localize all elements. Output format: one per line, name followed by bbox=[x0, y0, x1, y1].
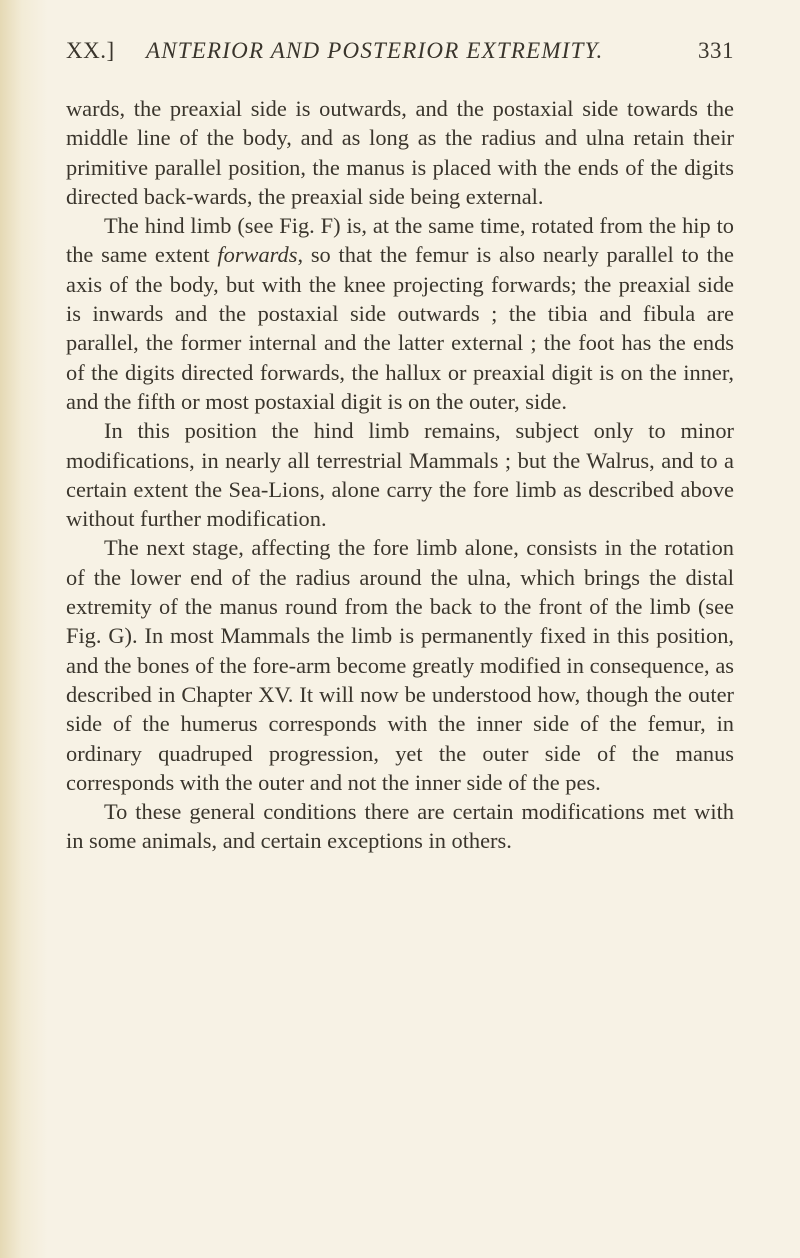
paragraph-1: wards, the preaxial side is outwards, and the postaxial side towards the middle line of the body, and as long as the radius and ulna retain their primitive parallel position, the manus is placed with the ends of the digits directed back-wards, the preaxial side being external. bbox=[66, 96, 734, 209]
paragraph-3: In this position the hind limb remains, subject only to minor modifications, in nearly all terrestrial Mammals ; but the Walrus, and to a certain extent the Sea-Lions, alone carry the fore limb as described above without further modification. bbox=[66, 418, 734, 532]
page-number: 331 bbox=[698, 38, 734, 63]
running-title: ANTERIOR AND POSTERIOR EXTREMITY. bbox=[146, 38, 604, 63]
paragraph-2-emphasis: forwards bbox=[217, 242, 298, 268]
chapter-number: XX.] bbox=[66, 38, 115, 63]
paragraph-2-part-2: , so that the femur is also nearly parallel to the axis of the body, but with the knee projecting forwards; the preaxial side is inwards and the postaxial side outwards ; the tibia and fibula are parallel, the former internal and the latter external ; the foot has the ends of the digits directed forwards, the hallux or preaxial digit is on the inner, and the fifth or most postaxial digit is on the outer, side. bbox=[66, 242, 734, 414]
body-text bbox=[66, 94, 734, 856]
running-header bbox=[66, 36, 734, 66]
paragraph-2 bbox=[66, 211, 734, 416]
paragraph-5: To these general conditions there are certain modifications met with in some animals, and certain exceptions in others. bbox=[66, 799, 734, 854]
paragraph-2-part-1: The hind limb (see Fig. F) is, at the same time, rotated from the hip to the same extent bbox=[66, 213, 734, 268]
paragraph-4: The next stage, affecting the fore limb alone, consists in the rotation of the lower end of the radius around the ulna, which brings the distal extremity of the manus round from the back to the front of the limb (see Fig. G). In most Mammals the limb is permanently fixed in this position, and the bones of the fore-arm become greatly modified in consequence, as described in Chapter XV. It will now be understood how, though the outer side of the humerus corresponds with the inner side of the femur, in ordinary quadruped progression, yet the outer side of the manus corresponds with the outer and not the inner side of the pes. bbox=[66, 535, 734, 795]
